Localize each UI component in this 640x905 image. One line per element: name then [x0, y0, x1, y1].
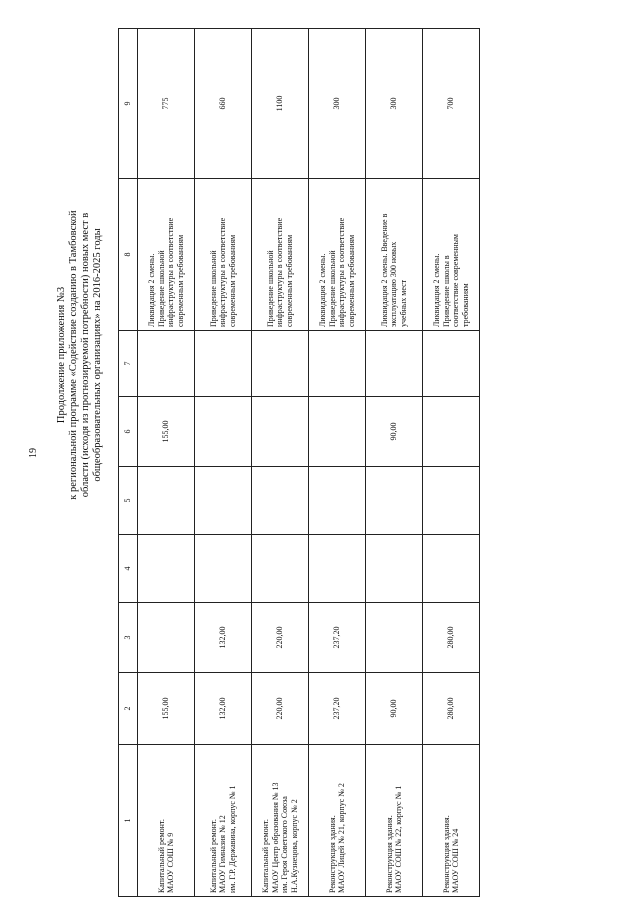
amount-col4-cell: [195, 535, 252, 603]
column-header: 4: [119, 535, 138, 603]
result-note-cell: Приведение школьной инфраструктуры в соответствие современным требованиям: [195, 179, 252, 331]
result-note-cell: Ликвидация 2 смены. Введение в эксплуатацию 300 новых учебных мест: [366, 179, 423, 331]
amount-col3-cell: 132,00: [195, 603, 252, 673]
object-name-cell: Реконструкция здания. МАОУ СОШ № 22, корпус № 1: [366, 745, 423, 897]
result-note-cell: Ликвидация 2 смены. Приведение школьной инфраструктуры в соответствие современным требованиям: [309, 179, 366, 331]
result-note-cell: Приведение школьной инфраструктуры в соответствие современным требованиям: [252, 179, 309, 331]
header-line: области (исходя из прогнозируемой потребности) новых мест в: [80, 212, 91, 498]
amount-col5-cell: [138, 467, 195, 535]
amount-col3-cell: [366, 603, 423, 673]
places-total-cell: 700: [423, 29, 480, 179]
amount-col6-cell: [252, 397, 309, 467]
column-header: 6: [119, 397, 138, 467]
places-total-cell: 660: [195, 29, 252, 179]
amount-col5-cell: [309, 467, 366, 535]
amount-col2-cell: 220,00: [252, 673, 309, 745]
amount-col7-cell: [138, 331, 195, 397]
object-name-cell: Реконструкция здания. МАОУ СОШ № 24: [423, 745, 480, 897]
object-name-cell: Реконструкция здания. МАОУ Лицей № 21, корпус № 2: [309, 745, 366, 897]
amount-col7-cell: [366, 331, 423, 397]
column-header: 1: [119, 745, 138, 897]
header-line: к региональной программе «Содействие созданию в Тамбовской: [68, 210, 79, 500]
column-header: 7: [119, 331, 138, 397]
amount-col4-cell: [138, 535, 195, 603]
program-table: [118, 28, 480, 897]
amount-col4-cell: [366, 535, 423, 603]
amount-col6-cell: [309, 397, 366, 467]
table-row: [195, 29, 252, 897]
amount-col2-cell: 155,00: [138, 673, 195, 745]
places-total-cell: 775: [138, 29, 195, 179]
amount-col7-cell: [423, 331, 480, 397]
places-total-cell: 1100: [252, 29, 309, 179]
amount-col6-cell: [195, 397, 252, 467]
amount-col2-cell: 90,00: [366, 673, 423, 745]
amount-col4-cell: [252, 535, 309, 603]
column-header: 3: [119, 603, 138, 673]
amount-col4-cell: [423, 535, 480, 603]
amount-col4-cell: [309, 535, 366, 603]
result-note-cell: Ликвидация 2 смены. Приведение школы в соответствие современным требованиям: [423, 179, 480, 331]
object-name-cell: Капитальный ремонт. МАОУ СОШ № 9: [138, 745, 195, 897]
amount-col6-cell: 90,00: [366, 397, 423, 467]
object-name-cell: Капитальный ремонт. МАОУ Гимназия № 12 им. Г.Р. Державина, корпус № 1: [195, 745, 252, 897]
table-row: [423, 29, 480, 897]
amount-col5-cell: [195, 467, 252, 535]
amount-col3-cell: 237,20: [309, 603, 366, 673]
amount-col7-cell: [309, 331, 366, 397]
column-header: 8: [119, 179, 138, 331]
amount-col5-cell: [423, 467, 480, 535]
column-header: 2: [119, 673, 138, 745]
amount-col7-cell: [252, 331, 309, 397]
column-number-row: [119, 29, 138, 897]
header-line: Продолжение приложения №3: [56, 286, 67, 424]
table-row: [138, 29, 195, 897]
table-row: [366, 29, 423, 897]
amount-col6-cell: [423, 397, 480, 467]
header-line: общеобразовательных организациях» на 2016-2025 годы: [92, 228, 103, 482]
amount-col2-cell: 132,00: [195, 673, 252, 745]
page-number: 19: [28, 448, 39, 458]
column-header: 9: [119, 29, 138, 179]
amount-col3-cell: 220,00: [252, 603, 309, 673]
object-name-cell: Капитальный ремонт. МАОУ Центр образования № 13 им. Героя Советского Союза Н.А.Кузнецова, корпус № 2: [252, 745, 309, 897]
places-total-cell: 300: [309, 29, 366, 179]
amount-col2-cell: 237,20: [309, 673, 366, 745]
table-row: [309, 29, 366, 897]
column-header: 5: [119, 467, 138, 535]
amount-col2-cell: 280,00: [423, 673, 480, 745]
amount-col3-cell: 280,00: [423, 603, 480, 673]
amount-col7-cell: [195, 331, 252, 397]
places-total-cell: 300: [366, 29, 423, 179]
amount-col5-cell: [252, 467, 309, 535]
amount-col3-cell: [138, 603, 195, 673]
table-row: [252, 29, 309, 897]
document-header: [56, 55, 104, 655]
amount-col6-cell: 155,00: [138, 397, 195, 467]
result-note-cell: Ликвидация 2 смены. Приведение школьной инфраструктуры в соответствие современным требованиям: [138, 179, 195, 331]
amount-col5-cell: [366, 467, 423, 535]
